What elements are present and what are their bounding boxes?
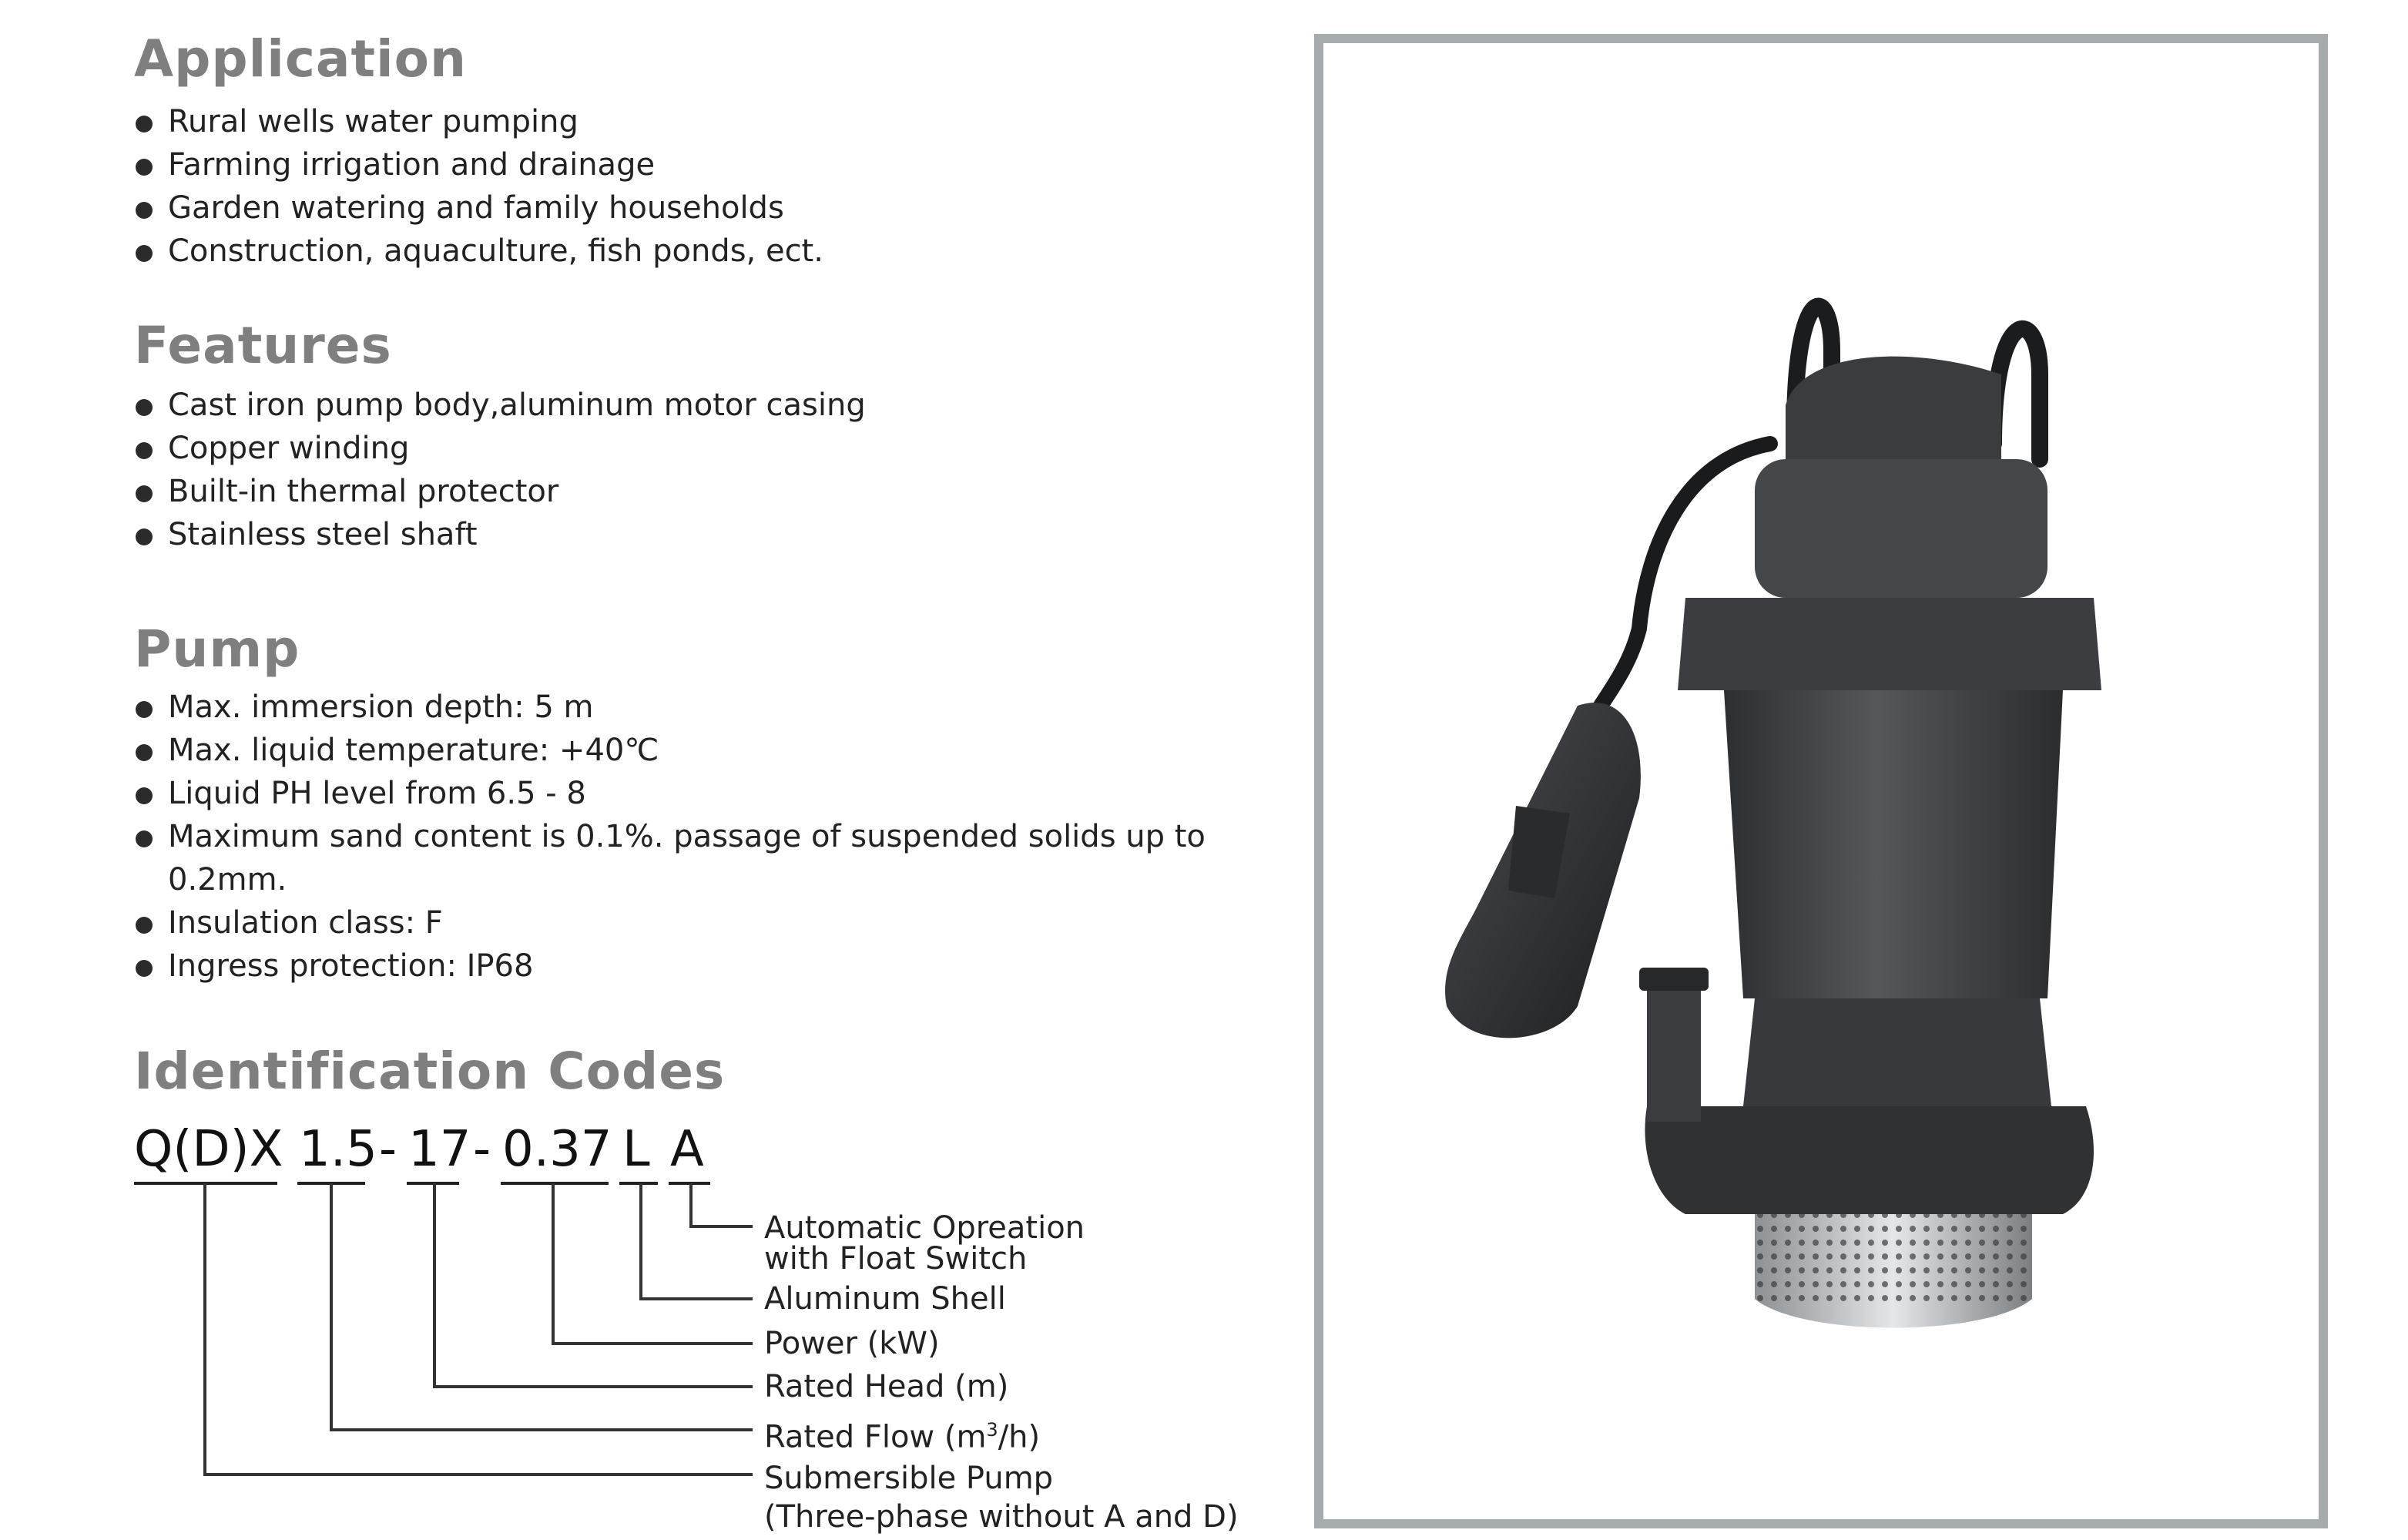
connector-line xyxy=(203,1183,206,1475)
label-rated-flow xyxy=(764,1414,1041,1455)
connector-line xyxy=(552,1183,555,1344)
code-flow: 1.5 xyxy=(299,1121,377,1178)
label-line: Automatic Opreation xyxy=(764,1210,1085,1246)
identification-title: Identification Codes xyxy=(134,1042,726,1101)
label-automatic-operation xyxy=(764,1210,1085,1277)
list-item: Construction, aquaculture, fish ponds, ect. xyxy=(134,230,823,273)
product-image-frame xyxy=(1314,34,2328,1528)
code-auto: A xyxy=(670,1121,704,1178)
superscript: 3 xyxy=(986,1419,998,1441)
code-dash: - xyxy=(473,1121,491,1178)
label-line: Submersible Pump xyxy=(764,1461,1054,1496)
connector-line xyxy=(552,1342,753,1345)
connector-line xyxy=(330,1183,333,1430)
list-item: Farming irrigation and drainage xyxy=(134,143,823,186)
list-item: Maximum sand content is 0.1%. passage of suspended solids up to 0.2mm. xyxy=(134,815,1236,901)
list-item: Ingress protection: IP68 xyxy=(134,944,1236,988)
connector-line xyxy=(689,1225,753,1228)
application-list xyxy=(134,100,823,273)
label-submersible-pump xyxy=(764,1459,1239,1536)
list-item: Built-in thermal protector xyxy=(134,470,866,513)
pump-specs-list xyxy=(134,686,1236,988)
connector-line xyxy=(433,1385,753,1388)
code-shell: L xyxy=(622,1121,650,1178)
code-power: 0.37 xyxy=(502,1121,612,1178)
list-item: Cast iron pump body,aluminum motor casing xyxy=(134,384,866,427)
connector-line xyxy=(639,1183,642,1299)
label-aluminum-shell: Aluminum Shell xyxy=(764,1281,1006,1317)
code-model: Q(D)X xyxy=(134,1121,283,1178)
connector-line xyxy=(203,1473,753,1476)
application-title: Application xyxy=(134,29,467,89)
features-title: Features xyxy=(134,316,392,375)
label-line: (Three-phase without A and D) xyxy=(764,1499,1239,1535)
label-line: with Float Switch xyxy=(764,1241,1028,1277)
label-power: Power (kW) xyxy=(764,1326,940,1361)
connector-line xyxy=(689,1183,693,1226)
label-text: Rated Flow (m xyxy=(764,1419,987,1455)
list-item: Liquid PH level from 6.5 - 8 xyxy=(134,772,1236,815)
label-rated-head: Rated Head (m) xyxy=(764,1369,1009,1404)
code-head: 17 xyxy=(408,1121,471,1178)
list-item: Copper winding xyxy=(134,427,866,470)
list-item: Insulation class: F xyxy=(134,901,1236,944)
code-underline xyxy=(619,1182,658,1185)
pump-title: Pump xyxy=(134,619,300,679)
list-item: Stainless steel shaft xyxy=(134,513,866,556)
list-item: Max. immersion depth: 5 m xyxy=(134,686,1236,729)
code-underline xyxy=(501,1182,609,1185)
list-item: Garden watering and family households xyxy=(134,186,823,230)
list-item: Rural wells water pumping xyxy=(134,100,823,143)
connector-line xyxy=(639,1297,753,1300)
list-item: Max. liquid temperature: +40℃ xyxy=(134,729,1236,772)
label-text: /h) xyxy=(998,1419,1041,1455)
code-dash: - xyxy=(379,1121,397,1178)
connector-line xyxy=(330,1428,753,1431)
submersible-pump-image xyxy=(1323,43,2319,1519)
features-list xyxy=(134,384,866,556)
connector-line xyxy=(433,1183,436,1387)
